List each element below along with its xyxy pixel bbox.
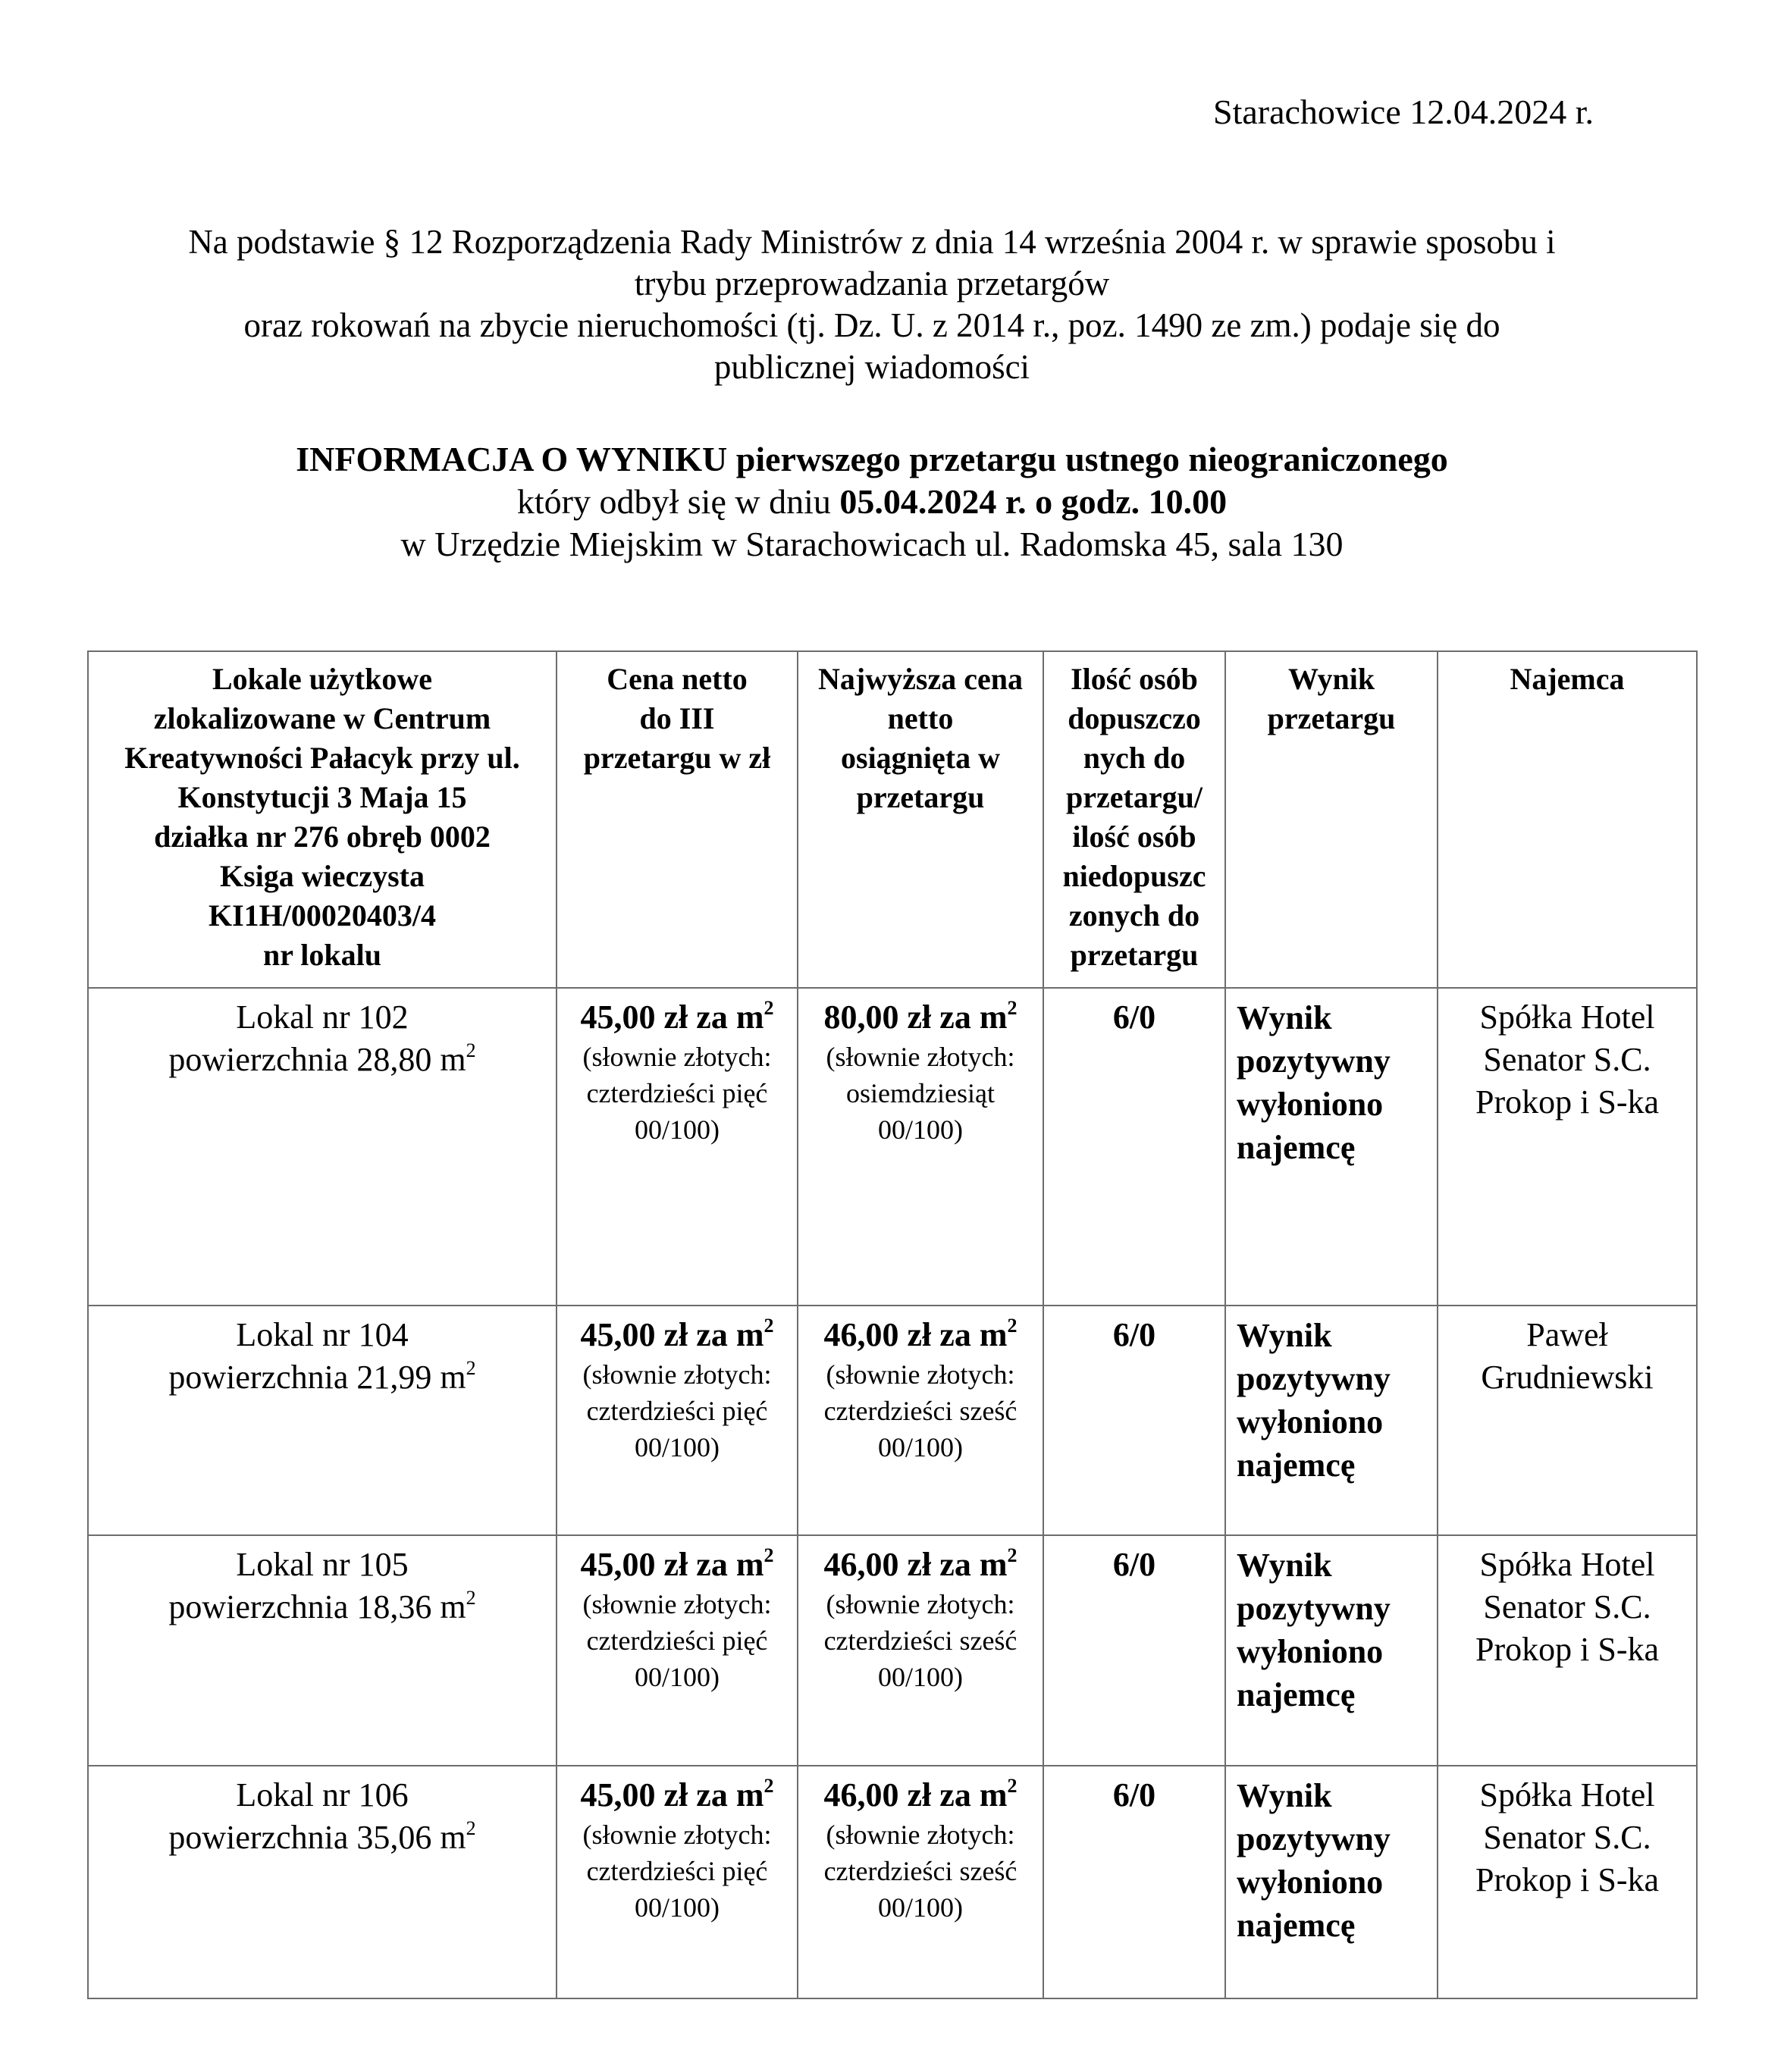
result-line: Wynik — [1237, 1777, 1332, 1814]
document-date: Starachowice 12.04.2024 r. — [1213, 92, 1594, 131]
header-line: przetargu/ — [1066, 780, 1202, 814]
header-line: przetargu — [1267, 701, 1396, 735]
highest-price-words: 00/100) — [878, 1432, 963, 1462]
header-line: do III — [639, 701, 715, 735]
price-superscript: 2 — [764, 1775, 774, 1797]
premises-cell — [88, 1766, 557, 1998]
result-line: wyłoniono — [1237, 1633, 1384, 1670]
net-price-value: 45,00 zł za $m^2$ — [580, 1775, 774, 1813]
highest-price-words: czterdzieści sześć — [823, 1625, 1017, 1656]
table-row — [88, 1766, 1697, 1998]
tenant-line: Spółka Hotel — [1479, 1776, 1655, 1813]
net-price-cell — [557, 1306, 798, 1535]
highest-price-words: 00/100) — [878, 1892, 963, 1923]
header-line: nych do — [1083, 741, 1186, 775]
highest-price-words: czterdzieści sześć — [823, 1396, 1017, 1426]
result-line: najemcę — [1237, 1676, 1356, 1713]
highest-price-words: osiemdziesiąt — [846, 1078, 995, 1108]
header-participants — [1043, 651, 1225, 988]
header-line: przetargu — [856, 780, 985, 814]
result-line: wyłoniono — [1237, 1864, 1384, 1901]
header-line: ilość osób — [1072, 820, 1196, 854]
premises-area: powierzchnia 35,06 $m^2$ — [168, 1817, 476, 1856]
header-line: Wynik — [1287, 662, 1375, 696]
net-price-words: czterdzieści pięć — [586, 1396, 768, 1426]
auction-results-table — [87, 650, 1698, 1999]
result-line: najemcę — [1237, 1907, 1356, 1944]
highest-price-value: 46,00 zł za $m^2$ — [823, 1775, 1017, 1813]
header-line: Najemca — [1510, 662, 1625, 696]
header-line: Najwyższa cena — [818, 662, 1023, 696]
net-price-words: 00/100) — [635, 1114, 720, 1145]
net-price-words: czterdzieści pięć — [586, 1856, 768, 1886]
premises-area: powierzchnia 18,36 $m^2$ — [168, 1587, 476, 1625]
header-tenant — [1438, 651, 1697, 988]
result-line: wyłoniono — [1237, 1403, 1384, 1440]
result-line: wyłoniono — [1237, 1086, 1384, 1123]
highest-price-words: 00/100) — [878, 1662, 963, 1692]
result-line: Wynik — [1237, 999, 1332, 1036]
result-cell — [1225, 1306, 1438, 1535]
highest-price-value: 46,00 zł za $m^2$ — [823, 1315, 1017, 1353]
header-line: Ilość osób — [1071, 662, 1198, 696]
area-superscript: 2 — [466, 1817, 476, 1839]
header-line: netto — [887, 701, 954, 735]
header-line: osiągnięta w — [841, 741, 1000, 775]
header-result — [1225, 651, 1438, 988]
header-line: działka nr 276 obręb 0002 — [154, 820, 491, 854]
result-cell — [1225, 988, 1438, 1306]
intro-line: oraz rokowań na zbycie nieruchomości (tj. Dz. U. z 2014 r., poz. 1490 ze zm.) podaje się do — [243, 306, 1500, 344]
auction-date-prefix: który odbył się w dniu — [516, 482, 840, 521]
net-price-words: czterdzieści pięć — [586, 1625, 768, 1656]
highest-price-words: 00/100) — [878, 1114, 963, 1145]
header-line: niedopuszc — [1062, 859, 1206, 893]
header-line: zonych do — [1068, 898, 1200, 933]
announcement-title: INFORMACJA O WYNIKU pierwszego przetargu ustnego nieograniczonego — [296, 440, 1448, 478]
result-cell — [1225, 1766, 1438, 1998]
price-superscript: 2 — [764, 1315, 774, 1337]
tenant-line: Senator S.C. — [1483, 1819, 1651, 1856]
tenant-line: Spółka Hotel — [1479, 998, 1655, 1036]
net-price-words: 00/100) — [635, 1662, 720, 1692]
tenant-cell — [1438, 1766, 1697, 1998]
net-price-words: (słownie złotych: — [582, 1359, 772, 1390]
participants-cell: 6/0 — [1043, 1535, 1225, 1766]
header-line: Cena netto — [607, 662, 748, 696]
net-price-words: 00/100) — [635, 1892, 720, 1923]
net-price-value: 45,00 zł za $m^2$ — [580, 997, 774, 1036]
price-superscript: 2 — [764, 1544, 774, 1566]
highest-price-value: 80,00 zł za $m^2$ — [823, 997, 1017, 1036]
result-line: Wynik — [1237, 1317, 1332, 1354]
tenant-line: Grudniewski — [1481, 1359, 1654, 1396]
highest-price-value: 46,00 zł za $m^2$ — [823, 1544, 1017, 1583]
tenant-line: Prokop i S-ka — [1475, 1861, 1659, 1898]
tenant-cell — [1438, 988, 1697, 1306]
tenant-cell — [1438, 1535, 1697, 1766]
header-line: dopuszczo — [1068, 701, 1201, 735]
header-premises — [88, 651, 557, 988]
intro-line: publicznej wiadomości — [713, 348, 1030, 386]
net-price-cell — [557, 1535, 798, 1766]
net-price-words: (słownie złotych: — [582, 1589, 772, 1619]
premises-cell — [88, 988, 557, 1306]
net-price-words: 00/100) — [635, 1432, 720, 1462]
table-row — [88, 1535, 1697, 1766]
result-line: pozytywny — [1237, 1590, 1391, 1627]
premises-cell — [88, 1535, 557, 1766]
header-line: Lokale użytkowe — [212, 662, 432, 696]
highest-price-words: (słownie złotych: — [826, 1042, 1015, 1072]
tenant-line: Spółka Hotel — [1479, 1546, 1655, 1583]
highest-price-words: (słownie złotych: — [826, 1359, 1015, 1390]
premises-area: powierzchnia 21,99 $m^2$ — [168, 1357, 476, 1396]
header-line: Konstytucji 3 Maja 15 — [177, 780, 467, 814]
area-superscript: 2 — [466, 1587, 476, 1609]
tenant-line: Prokop i S-ka — [1475, 1083, 1659, 1121]
auction-location: w Urzędzie Miejskim w Starachowicach ul. Radomska 45, sala 130 — [400, 525, 1344, 563]
result-line: pozytywny — [1237, 1820, 1391, 1857]
tenant-line: Senator S.C. — [1483, 1588, 1651, 1625]
tenant-line: Senator S.C. — [1483, 1041, 1651, 1078]
header-line: zlokalizowane w Centrum — [153, 701, 491, 735]
auction-date-value: 05.04.2024 r. o godz. 10.00 — [839, 482, 1228, 521]
highest-price-cell — [798, 1535, 1043, 1766]
header-line: Kreatywności Pałacyk przy ul. — [124, 741, 520, 775]
header-highest-price — [798, 651, 1043, 988]
header-line: nr lokalu — [263, 938, 381, 972]
participants-cell: 6/0 — [1043, 988, 1225, 1306]
premises-number: Lokal nr 106 — [236, 1776, 409, 1813]
highest-price-words: czterdzieści sześć — [823, 1856, 1017, 1886]
auction-date-line — [76, 481, 1668, 523]
result-line: najemcę — [1237, 1447, 1356, 1484]
header-line: Ksiga wieczysta — [220, 859, 425, 893]
header-line: przetargu w zł — [583, 741, 771, 775]
result-cell — [1225, 1535, 1438, 1766]
price-superscript: 2 — [1007, 997, 1017, 1019]
premises-area: powierzchnia 28,80 $m^2$ — [168, 1039, 476, 1078]
price-superscript: 2 — [764, 997, 774, 1019]
table-row — [88, 988, 1697, 1306]
highest-price-words: (słownie złotych: — [826, 1589, 1015, 1619]
legal-basis-paragraph — [76, 221, 1668, 388]
net-price-cell — [557, 988, 798, 1306]
area-superscript: 2 — [466, 1039, 476, 1061]
highest-price-words: (słownie złotych: — [826, 1820, 1015, 1850]
price-superscript: 2 — [1007, 1315, 1017, 1337]
net-price-words: (słownie złotych: — [582, 1820, 772, 1850]
result-line: najemcę — [1237, 1129, 1356, 1166]
table-row — [88, 1306, 1697, 1535]
tenant-line: Paweł — [1526, 1316, 1608, 1353]
highest-price-cell — [798, 988, 1043, 1306]
net-price-words: czterdzieści pięć — [586, 1078, 768, 1108]
intro-line: trybu przeprowadzania przetargów — [634, 265, 1110, 302]
participants-cell: 6/0 — [1043, 1306, 1225, 1535]
participants-cell: 6/0 — [1043, 1766, 1225, 1998]
price-superscript: 2 — [1007, 1544, 1017, 1566]
tenant-line: Prokop i S-ka — [1475, 1631, 1659, 1668]
header-line: KI1H/00020403/4 — [208, 898, 437, 933]
net-price-cell — [557, 1766, 798, 1998]
premises-number: Lokal nr 102 — [236, 998, 409, 1036]
premises-number: Lokal nr 104 — [236, 1316, 409, 1353]
highest-price-cell — [798, 1306, 1043, 1535]
area-superscript: 2 — [466, 1357, 476, 1379]
highest-price-cell — [798, 1766, 1043, 1998]
result-line: pozytywny — [1237, 1360, 1391, 1397]
net-price-words: (słownie złotych: — [582, 1042, 772, 1072]
tenant-cell — [1438, 1306, 1697, 1535]
table-header-row — [88, 651, 1697, 988]
net-price-value: 45,00 zł za $m^2$ — [580, 1315, 774, 1353]
price-superscript: 2 — [1007, 1775, 1017, 1797]
result-line: pozytywny — [1237, 1042, 1391, 1080]
result-line: Wynik — [1237, 1547, 1332, 1584]
net-price-value: 45,00 zł za $m^2$ — [580, 1544, 774, 1583]
header-net-price — [557, 651, 798, 988]
intro-line: Na podstawie § 12 Rozporządzenia Rady Ministrów z dnia 14 września 2004 r. w sprawie sposobu i — [188, 223, 1556, 261]
header-line: przetargu — [1070, 938, 1199, 972]
premises-cell — [88, 1306, 557, 1535]
announcement-heading — [76, 438, 1668, 566]
premises-number: Lokal nr 105 — [236, 1546, 409, 1583]
